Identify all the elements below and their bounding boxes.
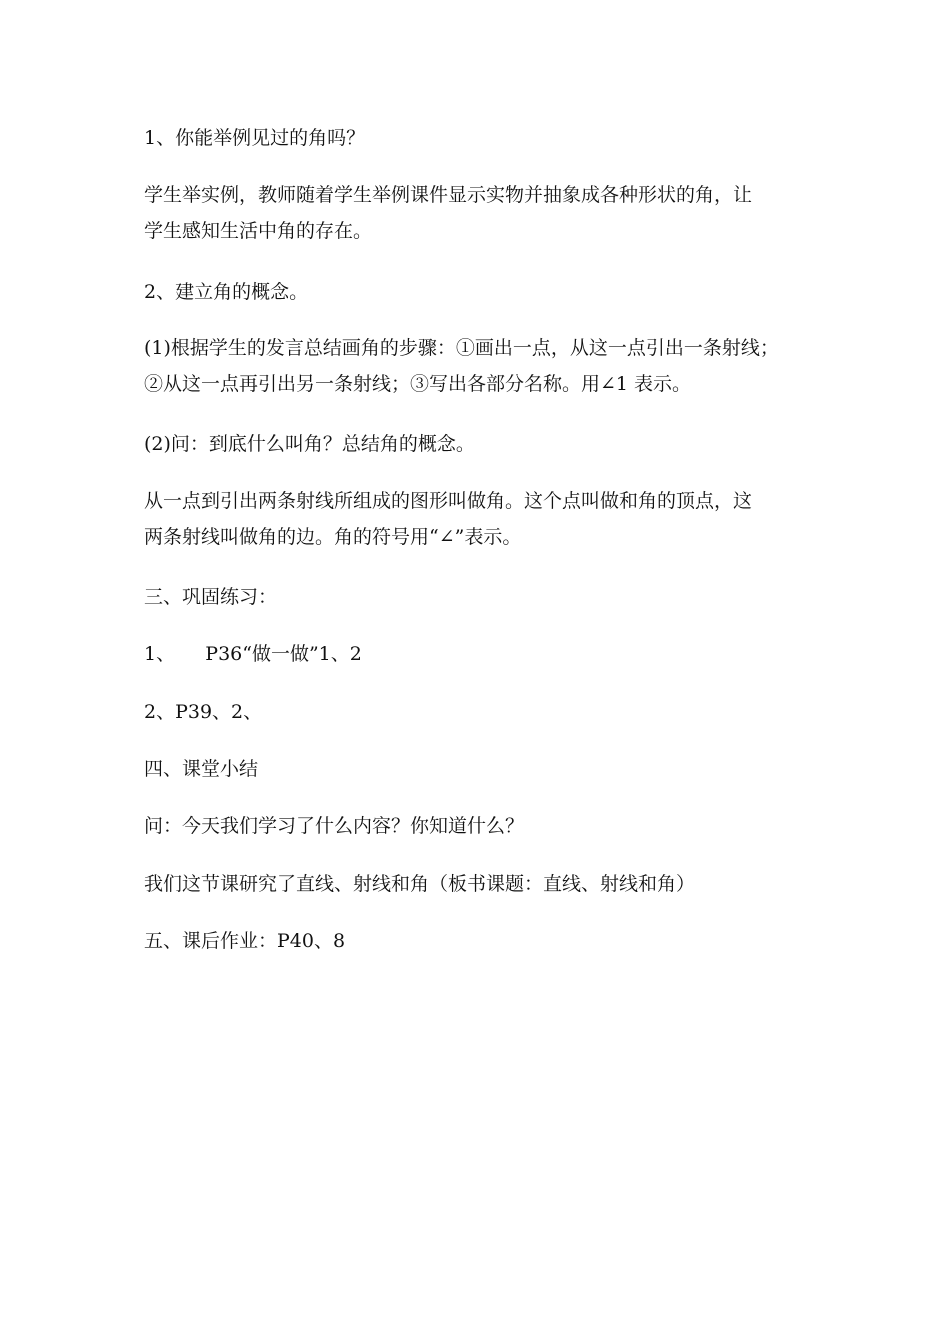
question-1 <box>144 120 824 156</box>
student-examples-line-2: 学生感知生活中角的存在。 <box>144 220 373 242</box>
drawing-steps-line-1: (1)根据学生的发言总结画角的步骤：①画出一点，从这一点引出一条射线； <box>144 337 779 359</box>
summary-answer-text: 我们这节课研究了直线、射线和角（板书课题：直线、射线和角） <box>144 873 696 895</box>
angle-question <box>144 426 824 462</box>
summary-heading-text: 四、课堂小结 <box>144 758 259 780</box>
practice-heading-text: 三、巩固练习： <box>144 586 278 608</box>
student-examples <box>144 177 824 249</box>
angle-definition <box>144 483 824 555</box>
section-2-heading <box>144 274 824 310</box>
practice-item-2-text: 2、P39、2、 <box>144 701 263 723</box>
homework-heading <box>144 923 824 959</box>
angle-definition-line-1: 从一点到引出两条射线所组成的图形叫做角。这个点叫做和角的顶点，这 <box>144 490 753 512</box>
summary-heading <box>144 751 824 787</box>
angle-question-text: (2)问：到底什么叫角？总结角的概念。 <box>144 433 475 455</box>
practice-item-2 <box>144 694 824 730</box>
drawing-steps <box>144 330 824 402</box>
angle-definition-line-2: 两条射线叫做角的边。角的符号用“∠”表示。 <box>144 526 522 548</box>
practice-item-1-text: 1、 P36“做一做”1、2 <box>144 643 362 665</box>
drawing-steps-line-2: ②从这一点再引出另一条射线；③写出各部分名称。用∠1 表示。 <box>144 373 692 395</box>
summary-question <box>144 808 824 844</box>
practice-item-1 <box>144 636 824 672</box>
section-2-heading-text: 2、建立角的概念。 <box>144 281 309 303</box>
homework-heading-text: 五、课后作业：P40、8 <box>144 930 346 952</box>
practice-heading <box>144 579 824 615</box>
summary-answer <box>144 866 824 902</box>
summary-question-text: 问：今天我们学习了什么内容？你知道什么？ <box>144 815 525 837</box>
student-examples-line-1: 学生举实例，教师随着学生举例课件显示实物并抽象成各种形状的角，让 <box>144 184 753 206</box>
question-1-text: 1、你能举例见过的角吗？ <box>144 127 366 149</box>
